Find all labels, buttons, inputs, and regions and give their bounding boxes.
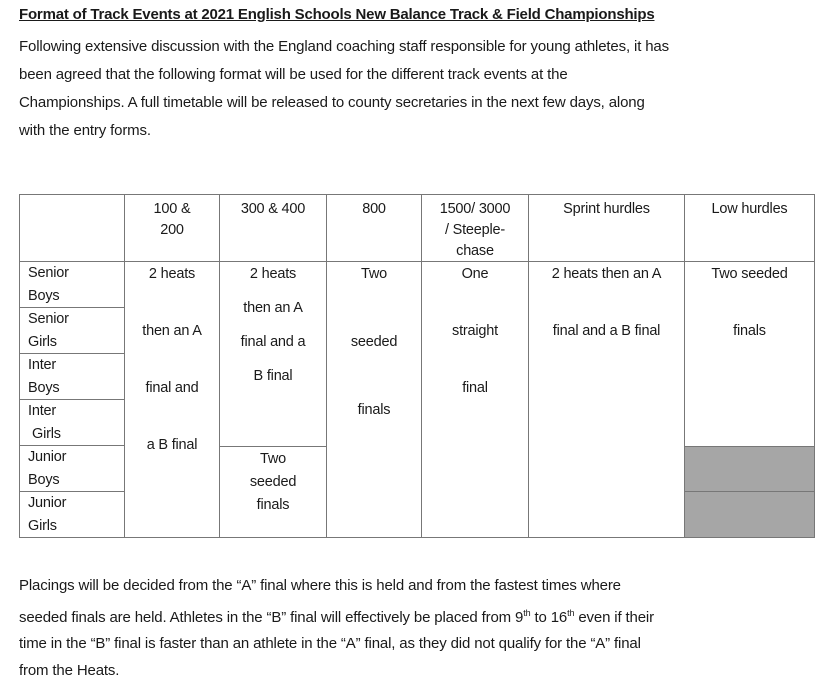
cell-text: straight: [452, 323, 498, 339]
header-300-400: [219, 194, 327, 262]
cell-text: finals: [357, 402, 391, 418]
cell-text: Two: [361, 266, 387, 282]
header-empty-cell: [19, 194, 125, 262]
cell-text: 2 heats: [148, 266, 196, 282]
row-label-junior-girls: [19, 491, 125, 538]
cell-text: [685, 246, 814, 360]
row-label-senior-boys: [19, 261, 125, 308]
cell-text: finals: [256, 497, 290, 513]
outro-line: Placings will be decided from the “A” final where this is held and from the fastest times where: [19, 577, 621, 594]
cell-low-hurdles-format: [684, 261, 815, 447]
cell-text: Senior: [28, 311, 69, 327]
cell-text: Inter: [28, 403, 57, 419]
intro-line: with the entry forms.: [19, 122, 151, 139]
cell-text: 2 heats then an A: [551, 266, 662, 282]
cell-text: Junior: [28, 495, 67, 511]
cell-text: Senior: [28, 265, 69, 281]
cell-text: final and: [145, 380, 199, 396]
cell-300-400-senior-inter: [219, 261, 327, 447]
row-label-inter-girls: [19, 399, 125, 446]
outro-line: seeded finals are held. Athletes in the “B” final will effectively be placed from 9th to 16th even if their: [19, 607, 654, 626]
cell-text: then an A: [142, 323, 202, 339]
cell-text: 200: [160, 222, 184, 238]
cell-100-200-format: [124, 261, 220, 538]
cell-text: [529, 246, 684, 360]
document-title: Format of Track Events at 2021 English Schools New Balance Track & Field Championships: [19, 6, 655, 23]
cell-text: finals: [733, 323, 766, 339]
cell-text: Junior: [28, 449, 67, 465]
row-label-junior-boys: [19, 445, 125, 492]
intro-line: Following extensive discussion with the England coaching staff responsible for young athletes, it has: [19, 38, 669, 55]
cell-text: seeded: [249, 474, 297, 490]
cell-low-hurdles-junior-boys-na: [684, 446, 815, 492]
cell-800-format: [326, 261, 422, 538]
cell-low-hurdles-junior-girls-na: [684, 491, 815, 538]
cell-text: [220, 257, 326, 393]
cell-1500-format: [421, 261, 529, 538]
cell-text: [327, 240, 421, 444]
cell-text: Boys: [28, 472, 60, 488]
outro-line: time in the “B” final is faster than an athlete in the “A” final, as they did not qualify for the “A” final: [19, 635, 641, 652]
cell-text: 800: [362, 201, 386, 217]
cell-text: Two seeded: [711, 266, 788, 282]
cell-text: One: [461, 266, 489, 282]
cell-text: [125, 246, 219, 474]
cell-text: Girls: [28, 518, 57, 534]
cell-text: Girls: [32, 426, 61, 442]
cell-text: a B final: [146, 437, 198, 453]
intro-line: Championships. A full timetable will be released to county secretaries in the next few days, along: [19, 94, 645, 111]
cell-text: Low hurdles: [711, 201, 788, 217]
cell-text: [422, 246, 528, 417]
cell-text: B final: [253, 368, 293, 384]
intro-line: been agreed that the following format will be used for the different track events at the: [19, 66, 568, 83]
cell-text: Boys: [28, 380, 60, 396]
cell-text: final and a: [240, 334, 306, 350]
cell-text: Girls: [28, 334, 57, 350]
cell-text: final and a B final: [552, 323, 661, 339]
cell-text: chase: [456, 243, 494, 259]
cell-text: 2 heats: [249, 266, 297, 282]
row-label-inter-boys: [19, 353, 125, 400]
cell-text: Boys: [28, 288, 60, 304]
cell-text: then an A: [243, 300, 303, 316]
cell-text: 300 & 400: [240, 201, 306, 217]
outro-line: from the Heats.: [19, 661, 120, 679]
row-label-senior-girls: [19, 307, 125, 354]
cell-text: Sprint hurdles: [563, 201, 650, 217]
cell-text: Two: [260, 451, 286, 467]
cell-sprint-hurdles-format: [528, 261, 685, 538]
cell-300-400-junior: [219, 446, 327, 538]
intro-paragraph: [19, 33, 819, 145]
placings-paragraph: [19, 573, 819, 684]
cell-text: final: [462, 380, 488, 396]
cell-text: 1500/ 3000: [439, 201, 511, 217]
cell-text: 100 &: [153, 201, 191, 217]
cell-text: Inter: [28, 357, 57, 373]
cell-text: seeded: [350, 334, 398, 350]
cell-text: / Steeple-: [444, 222, 506, 238]
